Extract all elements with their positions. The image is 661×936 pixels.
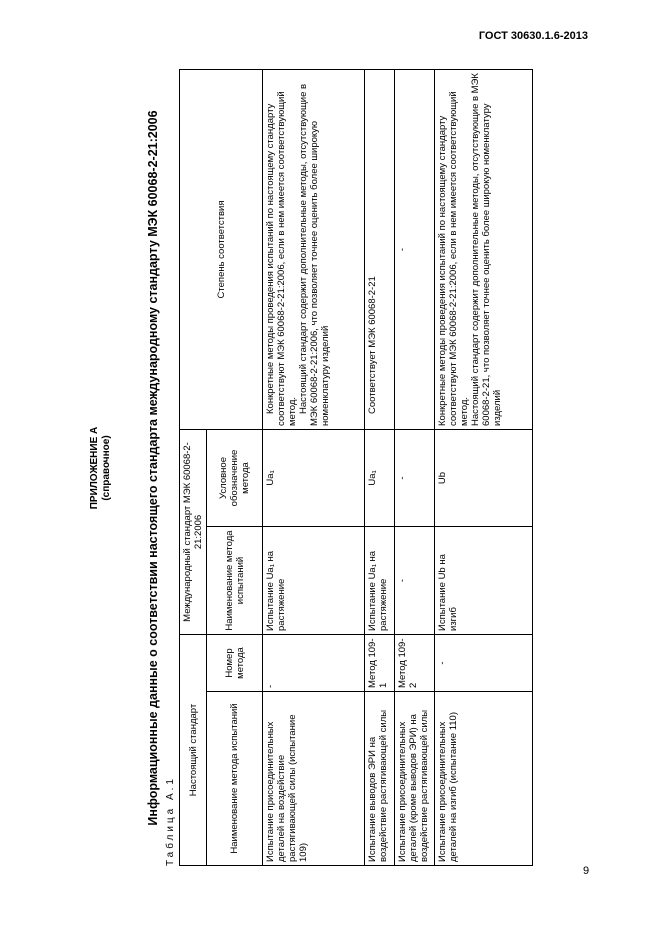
cell-method-name: Испытание присоединительных деталей (кроме выводов ЭРИ) на воздействие растягивающей силы [395, 692, 435, 866]
header-degree: Степень соответствия [180, 69, 263, 429]
table-label: Таблица А.1 [165, 776, 176, 866]
table-row [365, 69, 395, 865]
cell-degree [263, 69, 365, 429]
page-number: 9 [583, 865, 590, 877]
cell-designation: Ua₁ [263, 429, 365, 526]
cell-method-name: Испытание присоединительных деталей на воздействие растягивающей силы (испытание 109) [263, 692, 365, 866]
correspondence-table [179, 69, 533, 866]
rotated-page-content [89, 70, 529, 866]
cell-designation: Ub [435, 429, 533, 526]
degree-paragraph-2: Настоящий стандарт содержит дополнительные методы, отсутствующие в МЭК 60068-2-21, что позволяет точнее оценить более широкую номенклатуру изделий [470, 73, 503, 426]
cell-method-name: Испытание присоединительных деталей на изгиб (испытание 110) [435, 692, 533, 866]
cell-method-number: Метод 109-2 [395, 634, 435, 691]
header-method-number: Номер метода [207, 634, 263, 691]
appendix-title: ПРИЛОЖЕНИЕ А [89, 426, 100, 510]
document-title: Информационные данные о соответствии настоящего стандарта международному стандарту МЭК 60068-2-21:2006 [146, 110, 160, 826]
cell-designation: - [395, 429, 435, 526]
cell-degree [435, 69, 533, 429]
header-designation: Условное обозначение метода [207, 429, 263, 526]
degree-paragraph-1: Конкретные методы проведения испытаний по настоящему стандарту соответствуют МЭК 60068-2-21:2006, если в нем имеется соответствующий метод. [437, 91, 470, 426]
cell-test-name: Испытание Ub на изгиб [435, 526, 533, 634]
document-code: ГОСТ 30630.1.6-2013 [478, 30, 588, 42]
cell-designation: Ua₁ [365, 429, 395, 526]
appendix-heading [89, 70, 113, 866]
cell-test-name: Испытание Ua₁ на растяжение [365, 526, 395, 634]
cell-test-name: - [395, 526, 435, 634]
cell-method-number: Метод 109-1 [365, 634, 395, 691]
degree-paragraph-2: Настоящий стандарт содержит дополнительные методы, отсутствующие в МЭК 60068-2-21:2006, что позволяет точнее оценить более широкую номенклатуру изделий [298, 83, 331, 426]
cell-method-number: - [263, 634, 365, 691]
cell-method-name: Испытание выводов ЭРИ на воздействие растягивающей силы [365, 692, 395, 866]
cell-degree: Соответствует МЭК 60068-2-21 [365, 69, 395, 429]
header-this-standard: Настоящий стандарт [180, 634, 207, 865]
cell-degree: - [395, 69, 435, 429]
header-row-1 [180, 69, 207, 865]
header-test-name: Наименование метода испытаний [207, 526, 263, 634]
cell-method-number: - [435, 634, 533, 691]
table-row [435, 69, 533, 865]
appendix-subtitle: (справочное) [101, 435, 112, 501]
header-method-name: Наименование метода испытаний [207, 692, 263, 866]
table-row [263, 69, 365, 865]
degree-paragraph-1: Конкретные методы проведения испытаний по настоящему стандарту соответствуют МЭК 60068-2-21:2006, если в нем имеется соответствующий метод. [265, 91, 298, 426]
table-row [395, 69, 435, 865]
cell-test-name: Испытание Ua₁ на растяжение [263, 526, 365, 634]
header-intl-standard: Международный стандарт МЭК 60068-2-21:2006 [180, 429, 207, 634]
